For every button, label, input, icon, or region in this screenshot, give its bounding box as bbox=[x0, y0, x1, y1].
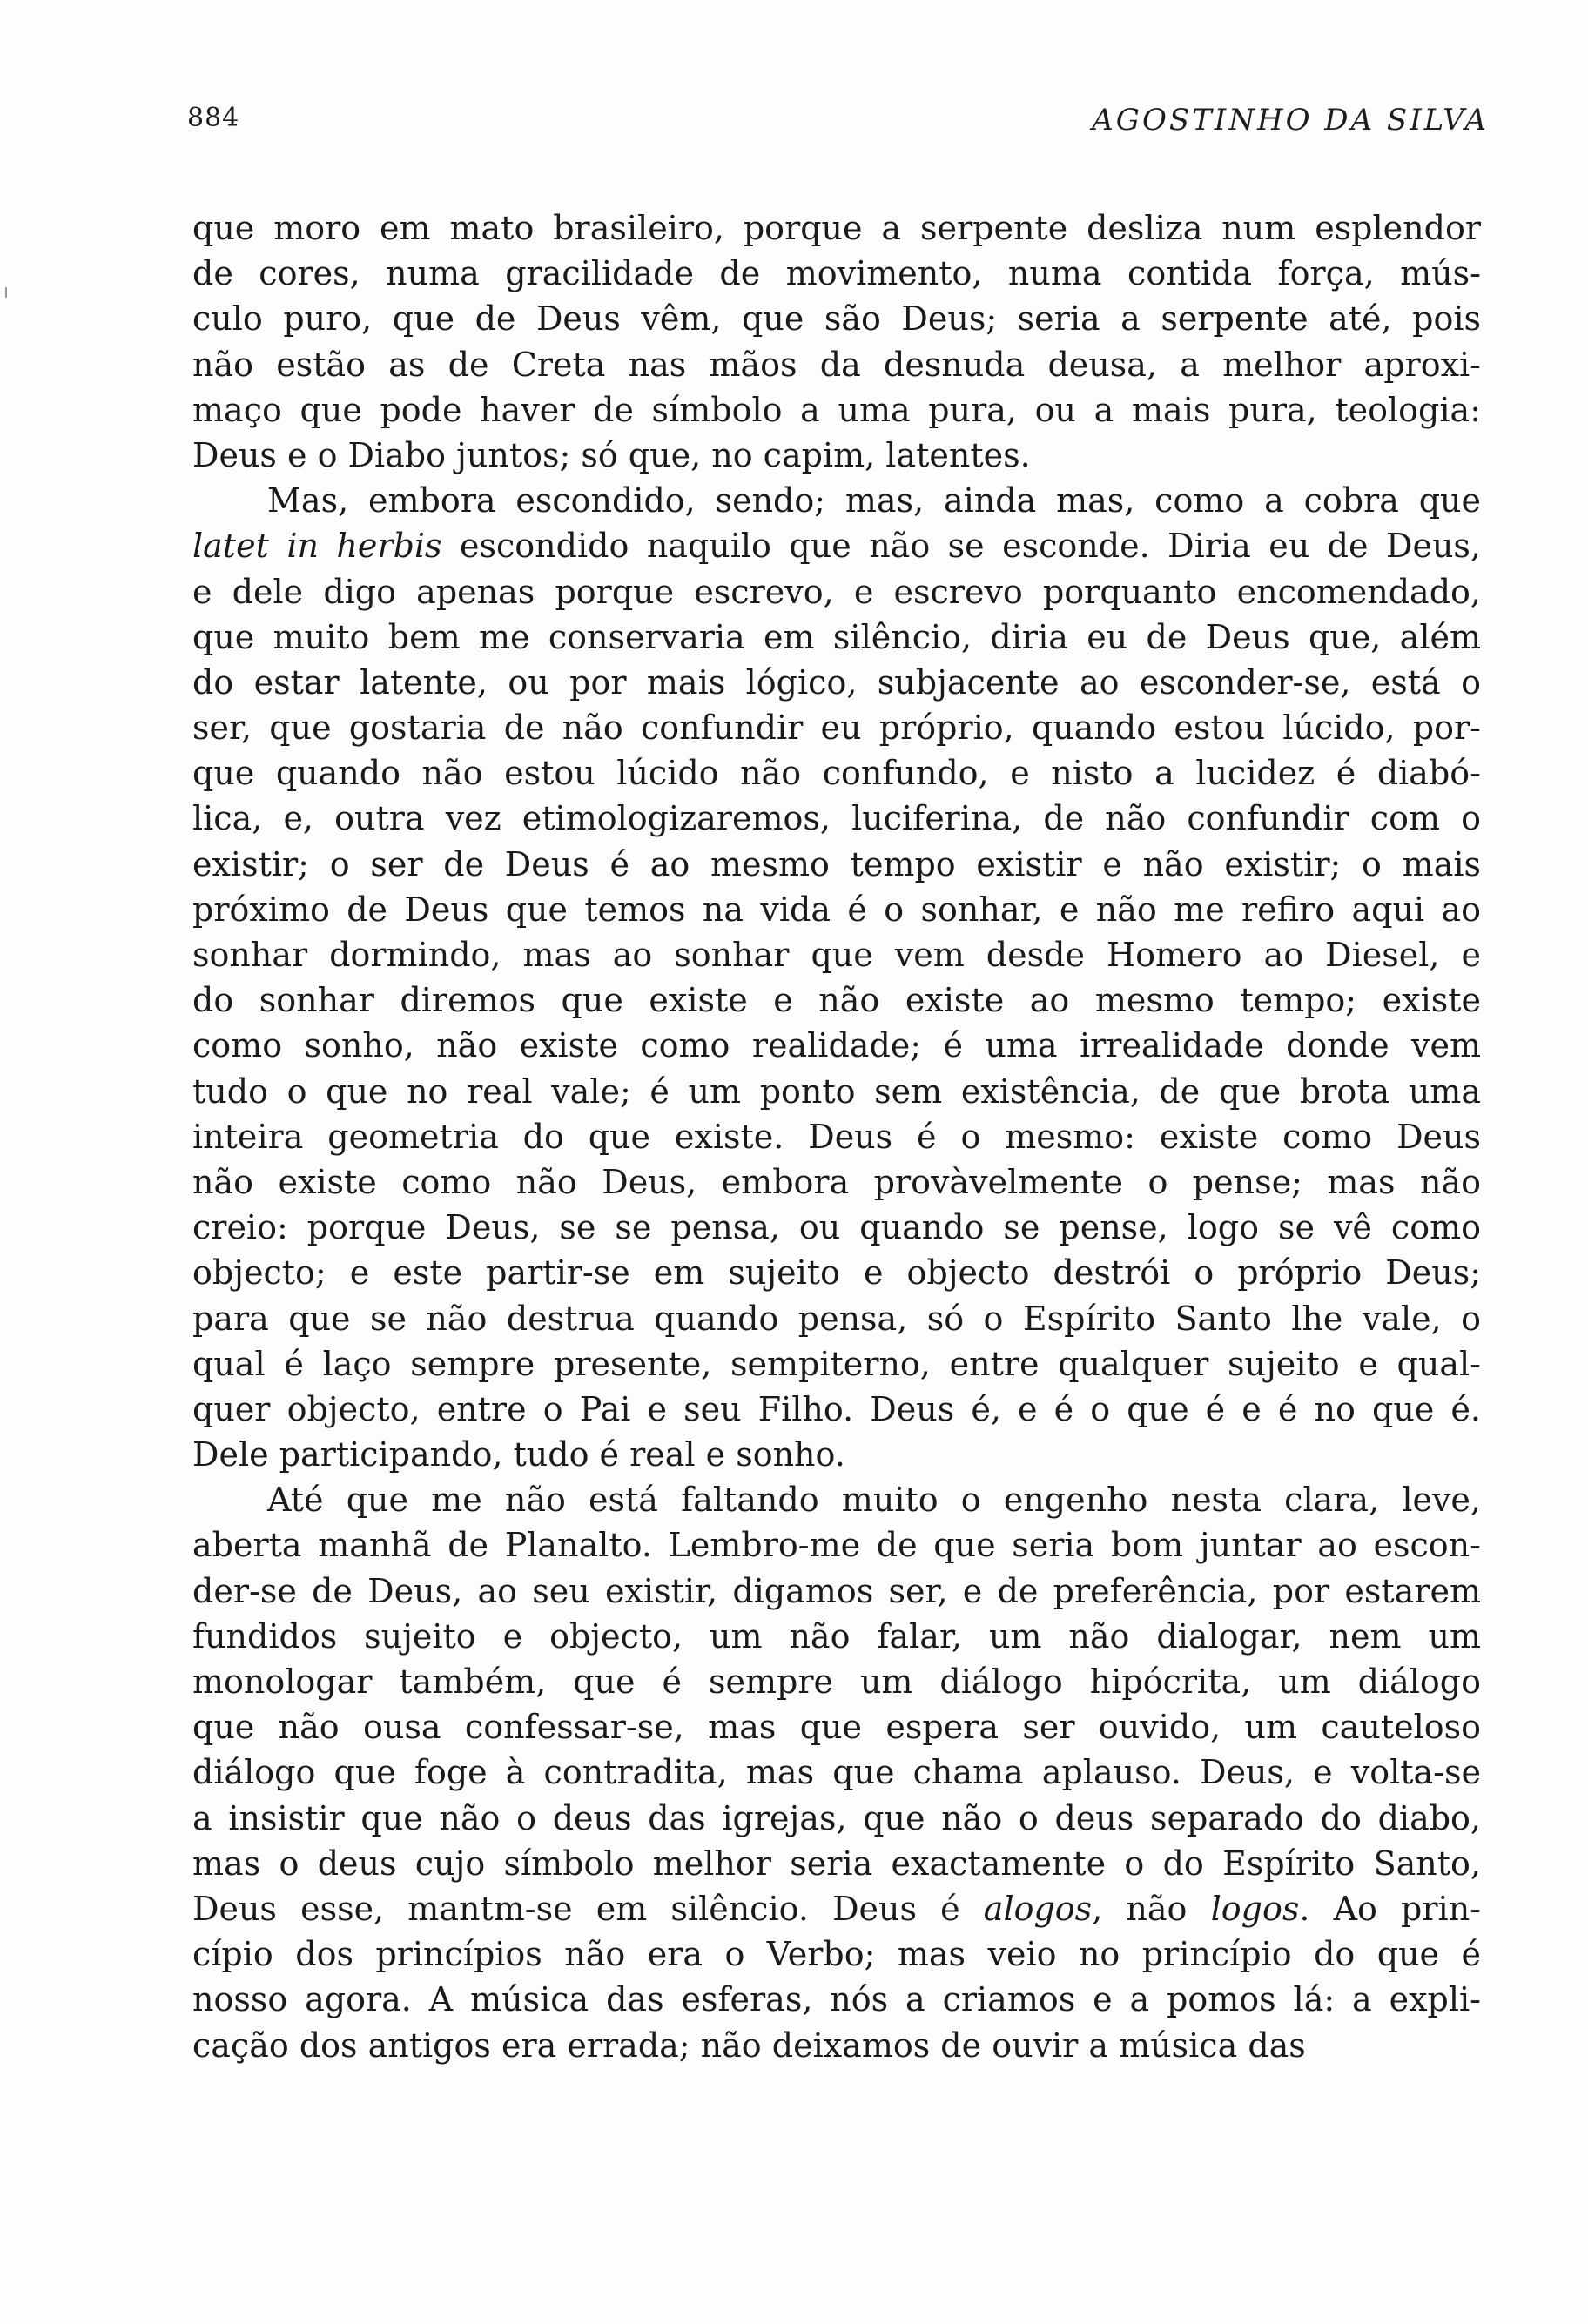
text-line: der-se de Deus, ao seu existir, digamos ser, e de preferência, por estarem bbox=[192, 1571, 1481, 1610]
text-line: tudo o que no real vale; é um ponto sem existência, de que brota uma bbox=[192, 1071, 1481, 1111]
text-line: maço que pode haver de símbolo a uma pura, ou a mais pura, teologia: bbox=[192, 390, 1481, 429]
text-line: latet in herbis escondido naquilo que não se esconde. Diria eu de Deus, bbox=[192, 527, 1481, 566]
text-line: lica, e, outra vez etimologizaremos, luciferina, de não confundir com o bbox=[192, 799, 1481, 838]
text-line: diálogo que foge à contradita, mas que chama aplauso. Deus, e volta-se bbox=[192, 1753, 1481, 1792]
body-text bbox=[192, 205, 1481, 2068]
text-line: que quando não estou lúcido não confundo, e nisto a lucidez é diabó- bbox=[192, 754, 1481, 793]
text-line: ser, que gostaria de não confundir eu próprio, quando estou lúcido, por- bbox=[192, 709, 1481, 748]
text-line: qual é laço sempre presente, sempiterno, entre qualquer sujeito e qual- bbox=[192, 1344, 1481, 1383]
text-line: não estão as de Creta nas mãos da desnuda deusa, a melhor aproxi- bbox=[192, 345, 1481, 384]
text-line: cípio dos princípios não era o Verbo; mas veio no princípio do que é bbox=[192, 1935, 1481, 1974]
text-line: não existe como não Deus, embora provàvelmente o pense; mas não bbox=[192, 1162, 1481, 1201]
text-line: próximo de Deus que temos na vida é o sonhar, e não me refiro aqui ao bbox=[192, 890, 1481, 929]
text-line: sonhar dormindo, mas ao sonhar que vem desde Homero ao Diesel, e bbox=[192, 936, 1481, 974]
text-line: como sonho, não existe como realidade; é uma irrealidade donde vem bbox=[192, 1026, 1481, 1065]
paragraph bbox=[192, 205, 1481, 478]
text-line: Deus esse, mantm-se em silêncio. Deus é alogos, não logos. Ao prin- bbox=[192, 1889, 1482, 1928]
text-line: que moro em mato brasileiro, porque a serpente desliza num esplendor bbox=[192, 209, 1481, 247]
text-line: que não ousa confessar-se, mas que espera ser ouvido, um cauteloso bbox=[192, 1708, 1481, 1747]
text-line: a insistir que não o deus das igrejas, que não o deus separado do diabo, bbox=[192, 1798, 1481, 1837]
text-line: aberta manhã de Planalto. Lembro-me de que seria bom juntar ao escon- bbox=[192, 1526, 1481, 1565]
text-line: nosso agora. A música das esferas, nós a criamos e a pomos lá: a expli- bbox=[192, 1980, 1481, 2019]
text-line: do estar latente, ou por mais lógico, subjacente ao esconder-se, está o bbox=[192, 662, 1481, 702]
running-head bbox=[187, 103, 1489, 155]
text-line: fundidos sujeito e objecto, um não falar, um não dialogar, nem um bbox=[192, 1616, 1481, 1656]
text-line: cação dos antigos era errada; não deixamos de ouvir a música das bbox=[192, 2025, 1306, 2065]
paragraph bbox=[192, 1477, 1481, 2067]
text-line: de cores, numa gracilidade de movimento, numa contida força, mús- bbox=[192, 254, 1481, 293]
text-line: existir; o ser de Deus é ao mesmo tempo existir e não existir; o mais bbox=[192, 844, 1481, 883]
text-line: do sonhar diremos que existe e não existe ao mesmo tempo; existe bbox=[192, 981, 1481, 1020]
text-line: e dele digo apenas porque escrevo, e escrevo porquanto encomendado, bbox=[192, 572, 1481, 611]
text-line: Deus e o Diabo juntos; só que, no capim, latentes. bbox=[192, 435, 1031, 474]
text-line: mas o deus cujo símbolo melhor seria exactamente o do Espírito Santo, bbox=[192, 1844, 1481, 1883]
scan-mark bbox=[5, 287, 7, 298]
text-line: inteira geometria do que existe. Deus é o mesmo: existe como Deus bbox=[192, 1117, 1481, 1156]
text-line: quer objecto, entre o Pai e seu Filho. Deus é, e é o que é e é no que é. bbox=[192, 1389, 1481, 1428]
text-line: que muito bem me conservaria em silêncio, diria eu de Deus que, além bbox=[192, 617, 1481, 656]
text-line: creio: porque Deus, se se pensa, ou quando se pense, logo se vê como bbox=[192, 1208, 1481, 1247]
page-number: 884 bbox=[187, 103, 240, 133]
paragraph bbox=[192, 478, 1481, 1477]
text-line: objecto; e este partir-se em sujeito e objecto destrói o próprio Deus; bbox=[192, 1253, 1481, 1293]
text-line: para que se não destrua quando pensa, só o Espírito Santo lhe vale, o bbox=[192, 1299, 1481, 1338]
text-line: Mas, embora escondido, sendo; mas, ainda mas, como a cobra que bbox=[267, 481, 1481, 521]
text-line: culo puro, que de Deus vêm, que são Deus; seria a serpente até, pois bbox=[192, 299, 1481, 339]
text-line: Dele participando, tudo é real e sonho. bbox=[192, 1435, 845, 1474]
text-line: monologar também, que é sempre um diálogo hipócrita, um diálogo bbox=[192, 1662, 1481, 1701]
running-title: AGOSTINHO DA SILVA bbox=[1092, 103, 1489, 138]
text-line: Até que me não está faltando muito o engenho nesta clara, leve, bbox=[267, 1481, 1481, 1520]
